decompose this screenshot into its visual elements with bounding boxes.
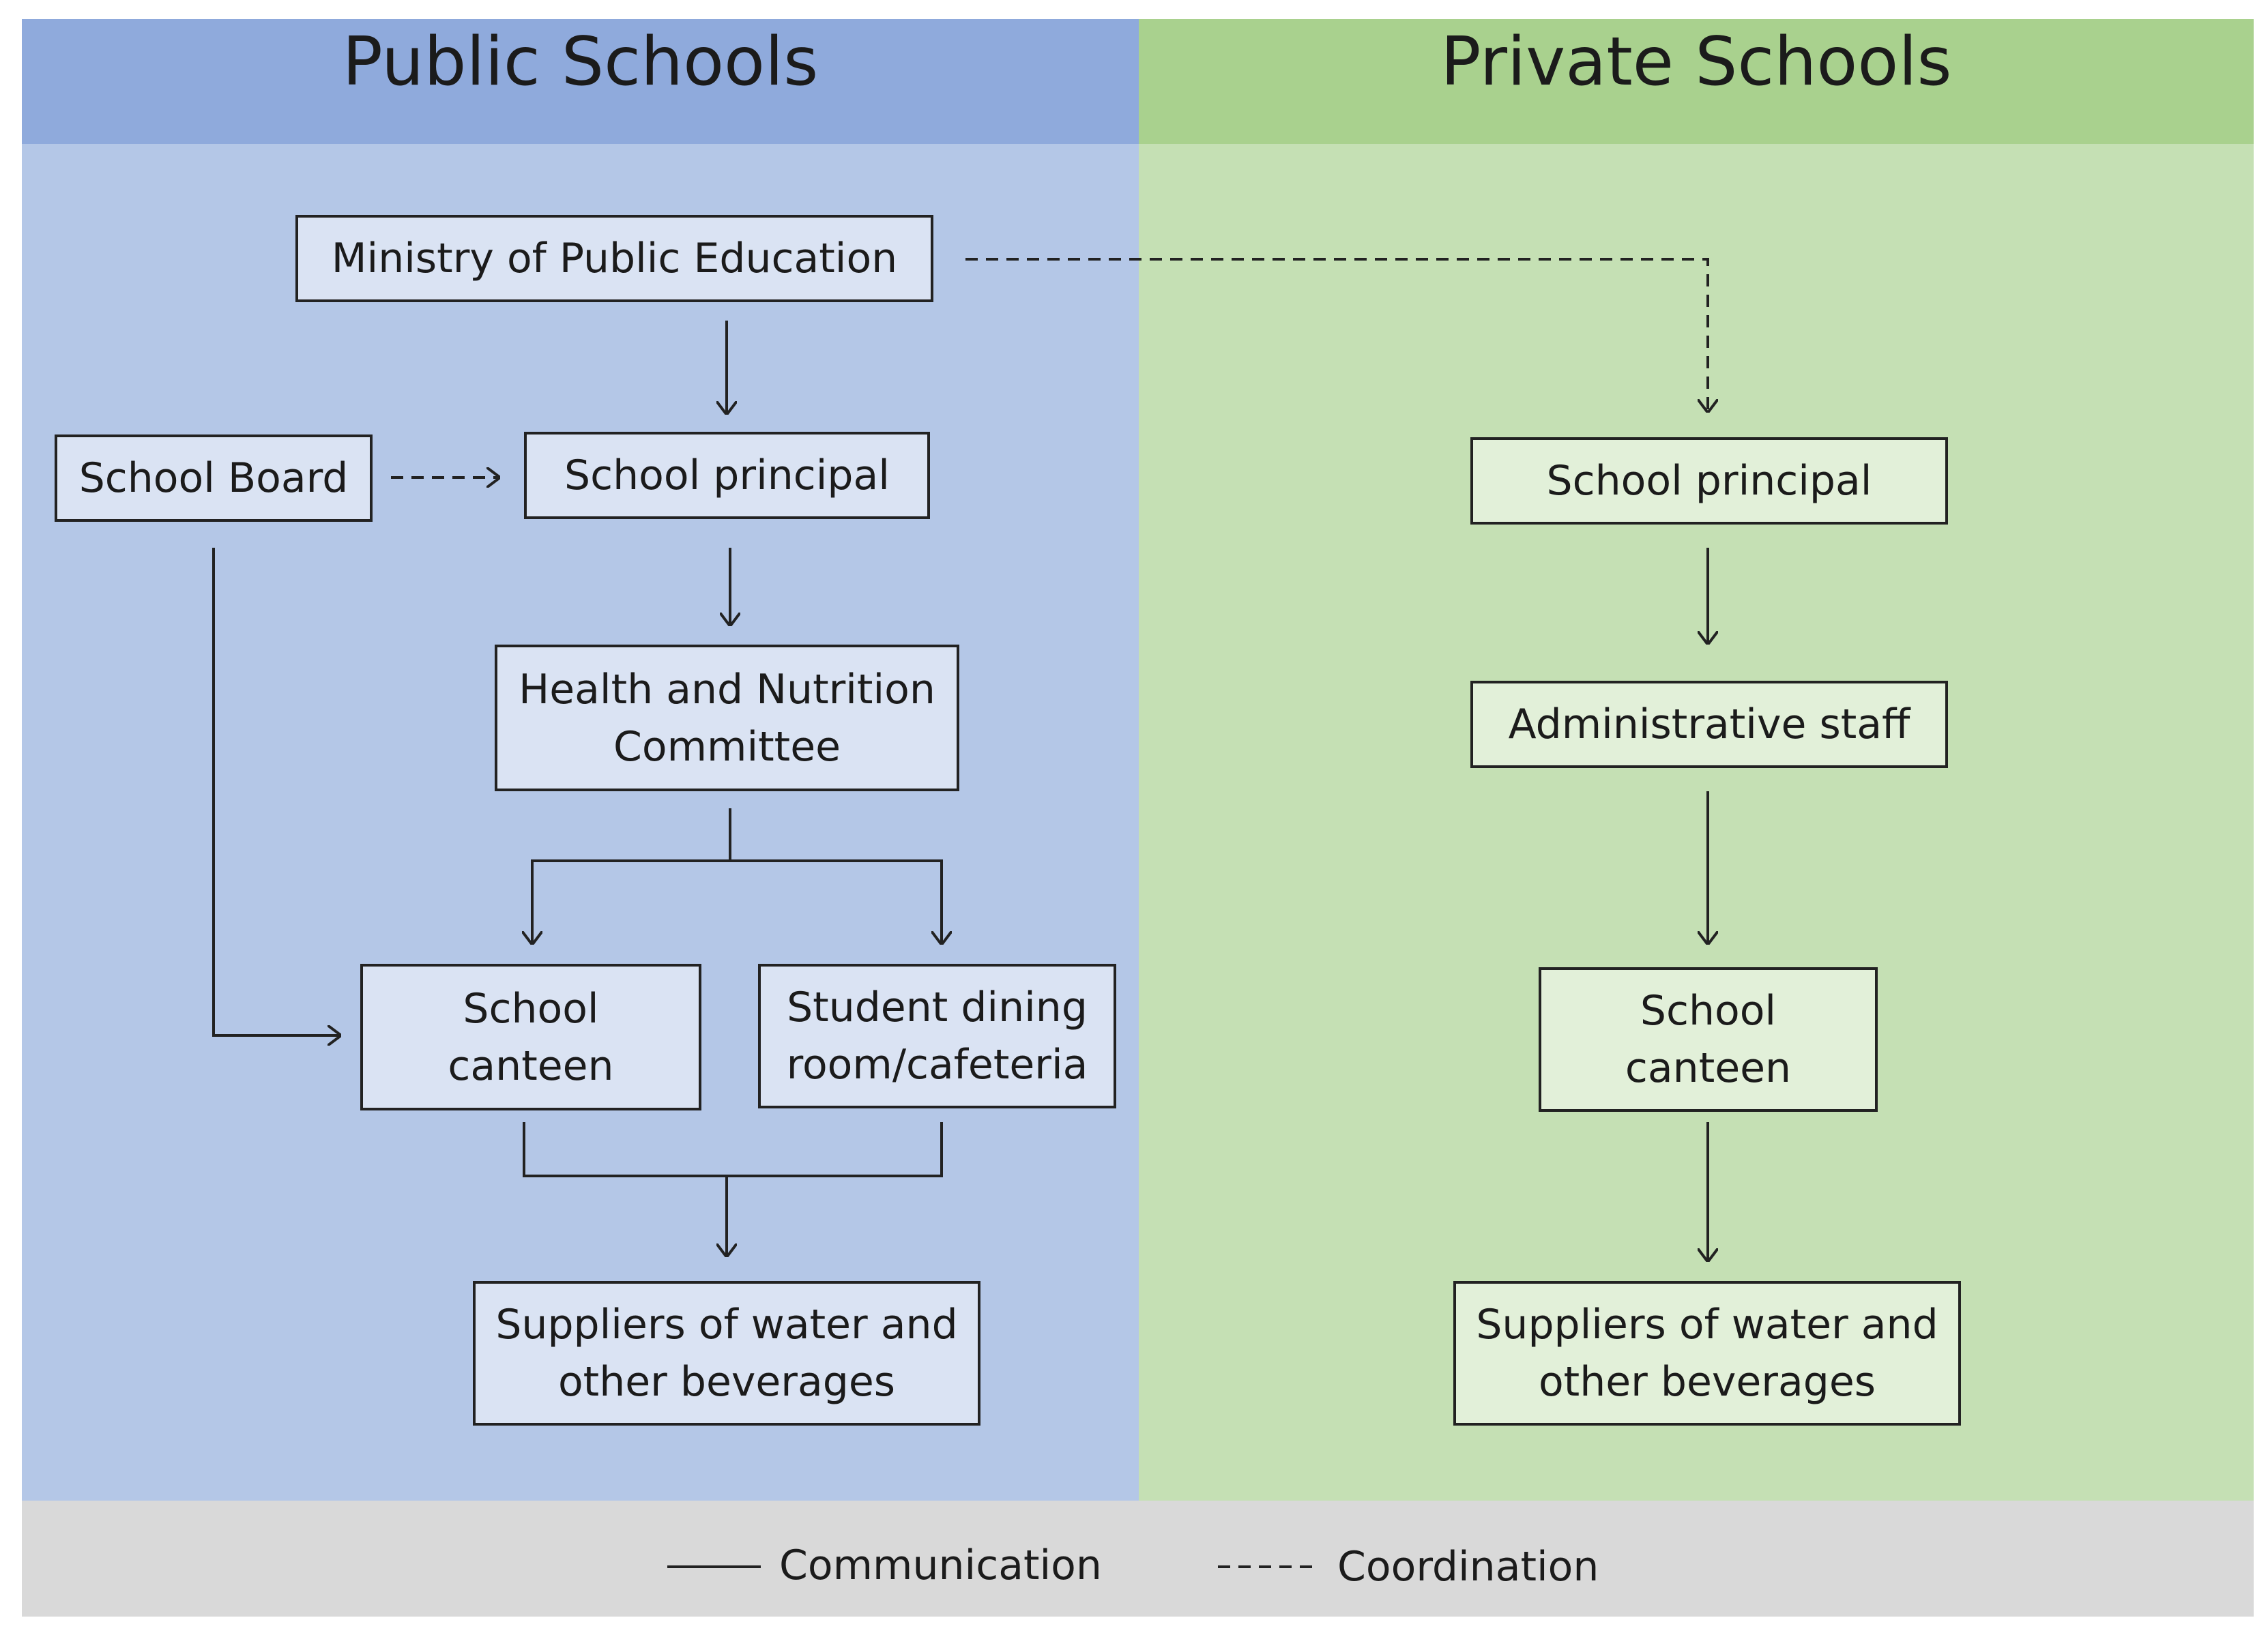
connector-ministry-to-private-principal: [965, 259, 1708, 413]
connector-board-to-canteen: [214, 548, 341, 1035]
connector-committee-split: [532, 808, 730, 945]
public-school-principal-box: School principal: [524, 432, 930, 519]
legend-coordination-label: Coordination: [1337, 1543, 1599, 1591]
student-dining-room-box: Student dining room/cafeteria: [758, 964, 1116, 1108]
health-nutrition-committee-box: Health and Nutrition Committee: [495, 645, 959, 791]
private-school-principal-box: School principal: [1470, 437, 1948, 525]
public-suppliers-box: Suppliers of water and other beverages: [473, 1281, 980, 1426]
private-suppliers-box: Suppliers of water and other beverages: [1453, 1281, 1961, 1426]
private-schools-title: Private Schools: [1440, 23, 1952, 101]
administrative-staff-box: Administrative staff: [1470, 681, 1948, 768]
legend-communication-label: Communication: [779, 1542, 1102, 1589]
ministry-of-public-education-box: Ministry of Public Education: [295, 215, 933, 302]
connector-merge-to-suppliers: [524, 1122, 942, 1176]
public-schools-title: Public Schools: [342, 23, 819, 101]
connector-committee-to-dining: [730, 861, 942, 945]
private-school-canteen-box: School canteen: [1539, 967, 1878, 1112]
public-school-canteen-box: School canteen: [360, 964, 701, 1110]
school-board-box: School Board: [55, 434, 373, 522]
